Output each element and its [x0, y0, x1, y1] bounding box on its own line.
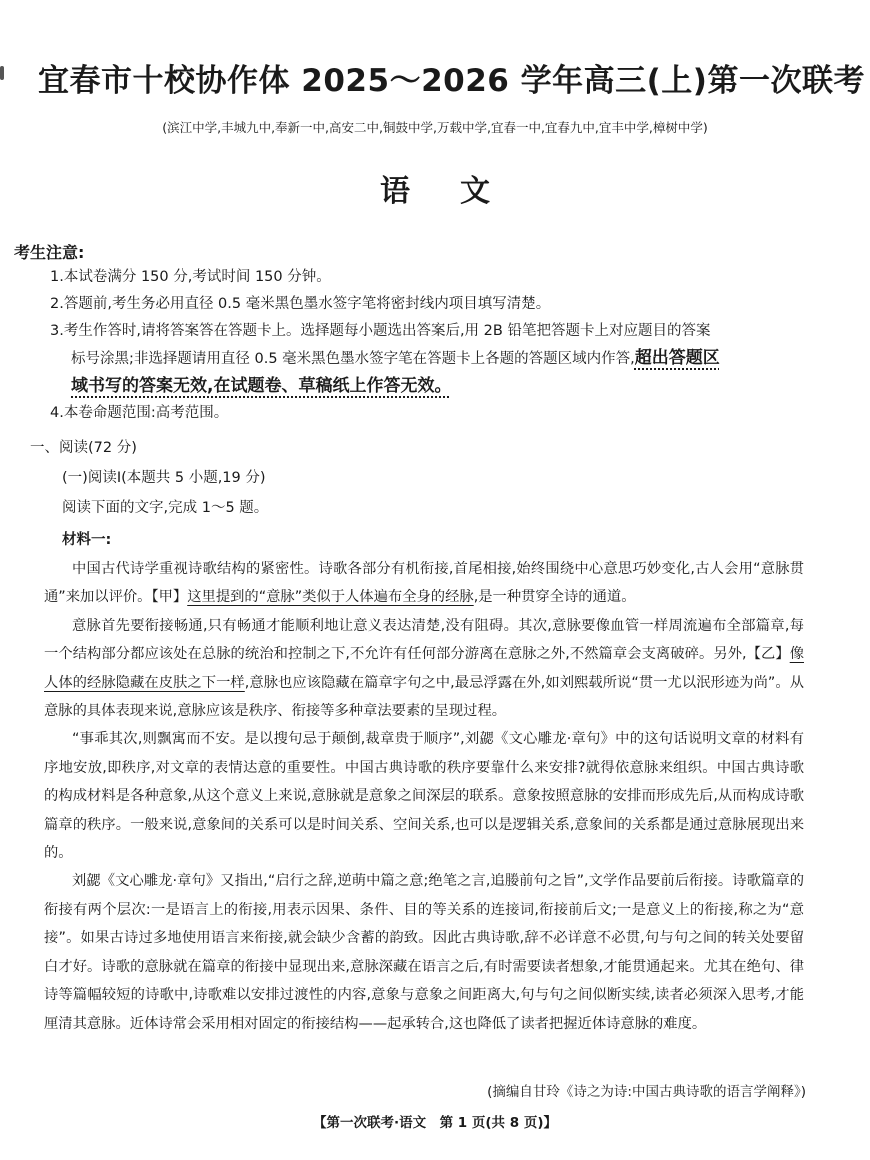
notice-item-3-text: 标号涂黑;非选择题请用直径 0.5 毫米黑色墨水签字笔在答题卡上各题的答题区域内作答,: [71, 351, 635, 367]
reading-passage: [44, 555, 804, 1038]
notice-item-3-line-2: [50, 345, 820, 373]
exam-title: 宜春市十校协作体 2025～2026 学年高三(上)第一次联考: [38, 63, 865, 99]
notice-item-3-emphasis: 超出答题区: [634, 348, 720, 368]
page-footer: 【第一次联考·语文 第 1 页(共 8 页)】: [312, 1115, 558, 1131]
notice-item-3-line-1: 3.考生作答时,请将答案答在答题卡上。选择题每小题选出答案后,用 2B 铅笔把答题卡上对应题目的答案: [50, 323, 711, 339]
notice-item-2: 2.答题前,考生务必用直径 0.5 毫米黑色墨水签字笔将密封线内项目填写清楚。: [50, 296, 551, 312]
notice-item-1: 1.本试卷满分 150 分,考试时间 150 分钟。: [50, 269, 331, 285]
passage-source: (摘编自甘玲《诗之为诗:中国古典诗歌的语言学阐释》): [487, 1084, 806, 1100]
reading-instruction: 阅读下面的文字,完成 1～5 题。: [62, 500, 269, 516]
p1-text: 中国古代诗学重视诗歌结构的紧密性。诗歌各部分有机衔接,首尾相接,始终围绕中心意思巧妙变化,古人会用“意脉贯通”来加以评价。【甲】: [44, 561, 804, 606]
passage-paragraph-2: [44, 612, 804, 726]
passage-paragraph-3: “事乖其次,则飘寓而不安。是以搜句忌于颠倒,裁章贵于顺序”,刘勰《文心雕龙·章句》中的这句话说明文章的材料有序地安放,即秩序,对文章的表情达意的重要性。中国古典诗歌的秩序要靠什么来安排?就得依意脉来组织。中国古典诗歌的构成材料是各种意象,从这个意义上来说,意脉就是意象之间深层的联系。意象按照意脉的安排而形成先后,从而构成诗歌篇章的秩序。一般来说,意象间的关系可以是时间关系、空间关系,也可以是逻辑关系,意象间的关系都是通过意脉展现出来的。: [44, 731, 804, 862]
p1-tail: ,是一种贯穿全诗的通道。: [473, 589, 636, 606]
subject-title: 语文: [380, 174, 540, 209]
notice-item-3-line-3: 域书写的答案无效,在试题卷、草稿纸上作答无效。: [71, 376, 452, 396]
passage-paragraph-1: [44, 555, 804, 612]
binding-mark: [0, 66, 4, 80]
p2-tail: ,意脉也应该隐藏在篇章字句之中,最忌浮露在外,如刘熙载所说“贯一尤以泯形迹为尚”。从意脉的具体表现来说,意脉应该是秩序、衔接等多种章法要素的呈现过程。: [44, 674, 805, 720]
school-list: (滨江中学,丰城九中,奉新一中,高安二中,铜鼓中学,万载中学,宜春一中,宜春九中,宜丰中学,樟树中学): [162, 120, 708, 135]
section-heading: 一、阅读(72 分): [30, 440, 137, 456]
p2-text: 意脉首先要衔接畅通,只有畅通才能顺利地让意义表达清楚,没有阻碍。其次,意脉要像血管一样周流遍布全部篇章,每一个结构部分都应该处在总脉的统治和控制之下,不允许有任何部分游离在意脉之外,不然篇章会支离破碎。另外,【乙】: [44, 617, 804, 663]
p2-underlined: 像人体的经脉隐藏在皮肤之下一样: [44, 646, 804, 691]
notice-list: [50, 264, 820, 427]
section-subheading: (一)阅读Ⅰ(本题共 5 小题,19 分): [62, 470, 266, 486]
passage-paragraph-4: 刘勰《文心雕龙·章句》又指出,“启行之辞,逆萌中篇之意;绝笔之言,追媵前句之旨”,文学作品要前后衔接。诗歌篇章的衔接有两个层次:一是语言上的衔接,用表示因果、条件、目的等关系的连接词,衔接前后文;一是意义上的衔接,称之为“意接”。如果古诗过多地使用语言来衔接,就会缺少含蓄的韵致。因此古典诗歌,辞不必详意不必贯,句与句之间的转关处要留白才好。诗歌的意脉就在篇章的衔接中显现出来,意脉深藏在语言之后,有时需要读者想象,才能贯通起来。尤其在绝句、律诗等篇幅较短的诗歌中,诗歌难以安排过渡性的内容,意象与意象之间距离大,句与句之间似断实续,读者必须深入思考,才能厘清其意脉。近体诗常会采用相对固定的衔接结构——起承转合,这也降低了读者把握近体诗意脉的难度。: [44, 873, 804, 1032]
notice-item-4: 4.本卷命题范围:高考范围。: [50, 405, 229, 421]
p1-underlined: 这里提到的“意脉”类似于人体遍布全身的经脉: [187, 589, 474, 606]
material-label: 材料一:: [62, 532, 112, 548]
notice-heading: 考生注意:: [14, 243, 85, 262]
